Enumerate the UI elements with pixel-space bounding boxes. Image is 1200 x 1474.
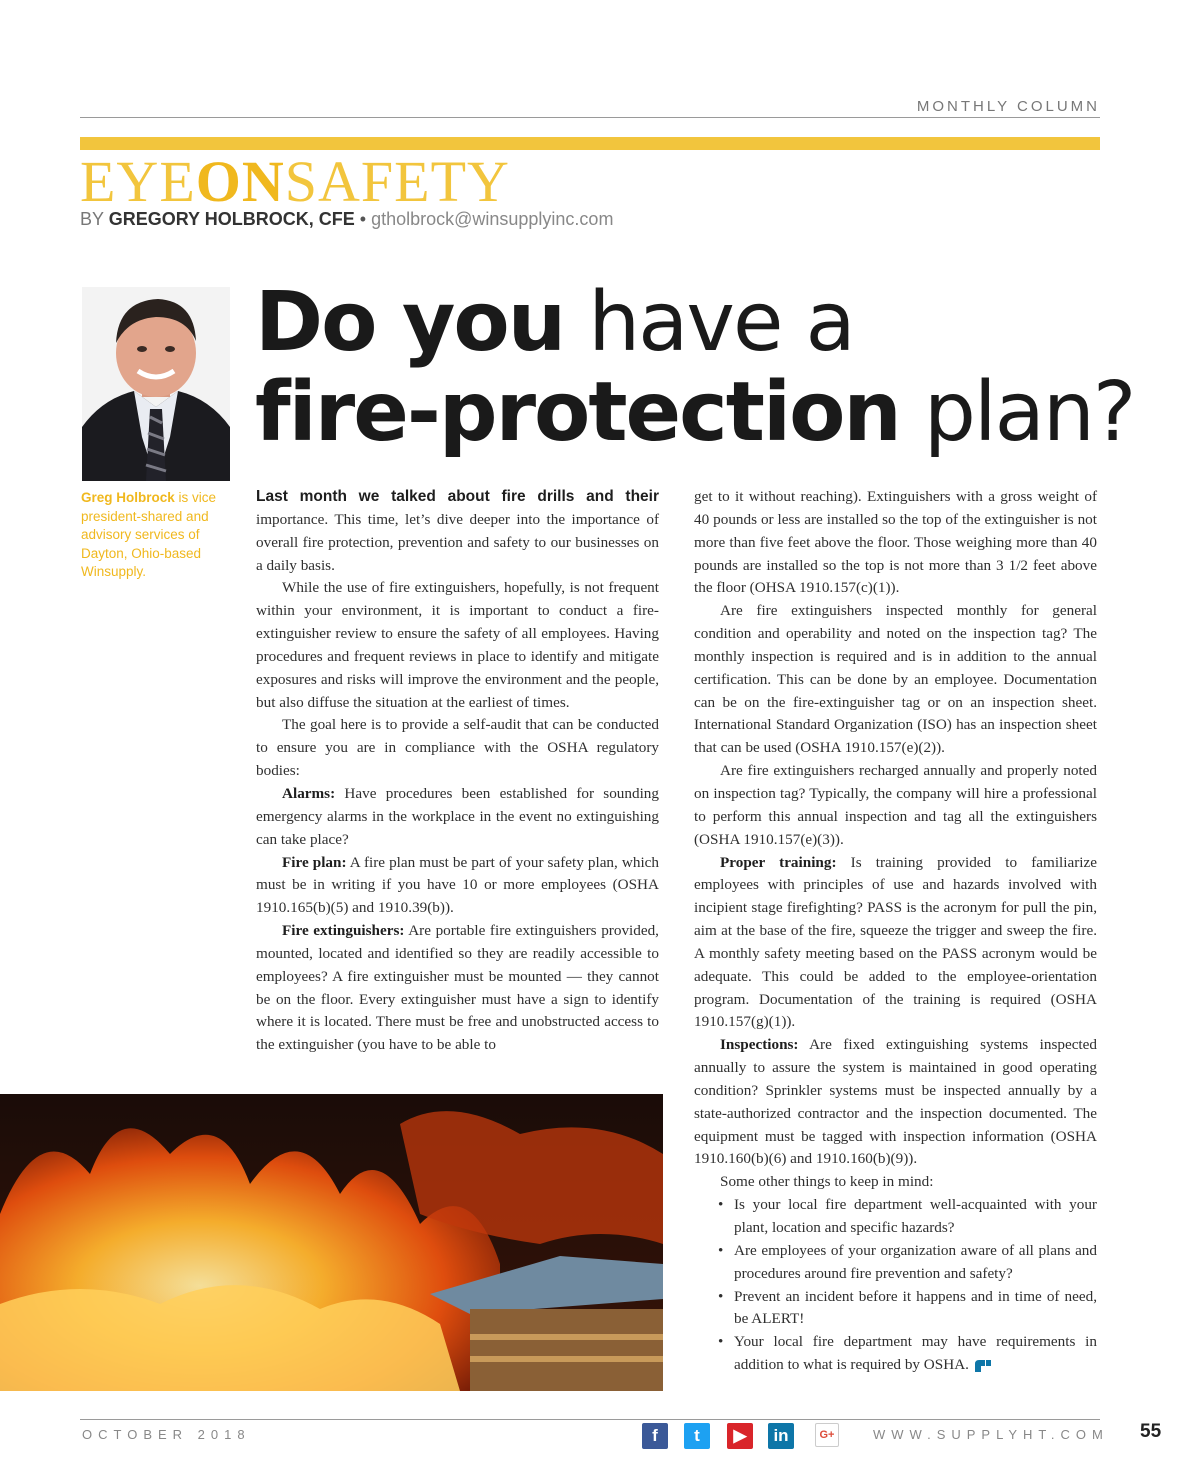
author-email[interactable]: gtholbrock@winsupplyinc.com: [371, 209, 614, 229]
paragraph-inspections: Inspections: Are fixed extinguishing systems inspected annually to assure the system is maintained in good operating condition? Sprinkler systems must be inspected annually by a state-authorized contractor and the inspection documented. The equipment must be tagged with inspection information (OSHA 1910.160(b)(6) and 1910.160(b)(9)).: [694, 1036, 1097, 1168]
paragraph: Are fire extinguishers inspected monthly for general condition and operability and noted on the inspection tag? The monthly inspection is required and is in addition to the annual certification. This can be done by an employee. Documentation can be on the fire-extinguisher tag or on an inspection sheet. International Standard Organization (ISO) has an inspection sheet that can be used (OSHA 1910.157(e)(2)).: [694, 602, 1097, 757]
article-column-1: [256, 486, 659, 1057]
article-column-2: [694, 486, 1097, 1377]
top-rule: [80, 117, 1100, 118]
fire-photo: [0, 1094, 663, 1391]
list-item: • Is your local fire department well-acquainted with your plant, location and specific hazards?: [734, 1194, 1097, 1240]
footer-website[interactable]: WWW.SUPPLYHT.COM: [873, 1427, 1109, 1442]
page-number: 55: [1140, 1421, 1162, 1442]
checklist: [694, 1194, 1097, 1377]
google-plus-icon[interactable]: G+: [815, 1423, 839, 1447]
byline-by: BY: [80, 209, 104, 229]
paragraph: Are fire extinguishers recharged annually and properly noted on inspection tag? Typically, the company will hire a professional to perform this annual inspection and tag all the extinguishers (OSHA 1910.157(e)(3)).: [694, 762, 1097, 848]
paragraph: get to it without reaching). Extinguishers with a gross weight of 40 pounds or less are installed so the top of the extinguisher is not more than five feet above the floor. Those weighing more than 40 pounds are installed so the top is not more than 3 1/2 feet above the floor (OHSA 1910.157(c)(1)).: [694, 488, 1097, 597]
list-item: • Are employees of your organization aware of all plans and procedures around fire prevention and safety?: [734, 1240, 1097, 1286]
author-caption: Greg Holbrock is vice president-shared and advisory services of Dayton, Ohio-based Winsupply.: [81, 490, 217, 579]
paragraph-alarms: Alarms: Have procedures been established for sounding emergency alarms in the workplace in the event no extinguishing can take place?: [256, 784, 659, 848]
linkedin-icon[interactable]: in: [768, 1423, 794, 1449]
list-item: • Prevent an incident before it happens and in time of need, be ALERT!: [734, 1286, 1097, 1332]
paragraph-other: Some other things to keep in mind:: [720, 1173, 934, 1191]
byline-separator: •: [359, 209, 367, 229]
article-headline: Do you have a fire-protection plan?: [255, 275, 1135, 460]
footer-date: OCTOBER 2018: [82, 1427, 251, 1442]
author-photo: [82, 287, 230, 481]
list-item: • Your local fire department may have requirements in addition to what is required by OSHA.: [734, 1331, 1097, 1377]
paragraph: Last month we talked about fire drills and their importance. This time, let’s dive deeper into the importance of overall fire protection, prevention and safety to our businesses on a daily basis.: [256, 488, 659, 574]
paragraph: While the use of fire extinguishers, hopefully, is not frequent within your environment, it is important to conduct a fire-extinguisher review to ensure the safety of all employees. Having procedures and frequent reviews in place to identify and mitigate exposures and risks will improve the environment and the people, but also diffuse the situation at the earliest of times.: [256, 579, 659, 711]
column-title: EYEONSAFETY: [80, 149, 510, 214]
byline: [80, 209, 613, 230]
author-name: GREGORY HOLBROCK, CFE: [108, 209, 355, 229]
facebook-icon[interactable]: f: [642, 1423, 668, 1449]
end-mark-icon: [973, 1358, 993, 1374]
monthly-column-label: MONTHLY COLUMN: [916, 98, 1100, 115]
twitter-icon[interactable]: t: [684, 1423, 710, 1449]
paragraph-fire-plan: Fire plan: A fire plan must be part of your safety plan, which must be in writing if you have 10 or more employees (OSHA 1910.165(b)(5) and 1910.39(b)).: [256, 853, 660, 917]
paragraph-extinguishers: Fire extinguishers: Are portable fire extinguishers provided, mounted, located and identified so they are readily accessible to employees? A fire extinguisher must be mounted — they cannot be on the floor. Every extinguisher must have a sign to identify where it is located. There must be free and unobstructed access to the extinguisher (you have to be able to: [256, 922, 659, 1054]
bottom-rule: [80, 1419, 1100, 1420]
paragraph-training: Proper training: Is training provided to familiarize employees with principles of use and hazards involved with incipient stage firefighting? PASS is the acronym for pull the pin, aim at the base of the fire, squeeze the trigger and sweep the fire. A monthly safety meeting based on the PASS acronym would be adequate. This could be added to the employee-orientation program. Documentation of the training is required (OSHA 1910.157(g)(1)).: [694, 853, 1097, 1031]
youtube-icon[interactable]: ▶: [727, 1423, 753, 1449]
paragraph: The goal here is to provide a self-audit that can be conducted to ensure you are in compliance with the OSHA regulatory bodies:: [256, 716, 659, 780]
